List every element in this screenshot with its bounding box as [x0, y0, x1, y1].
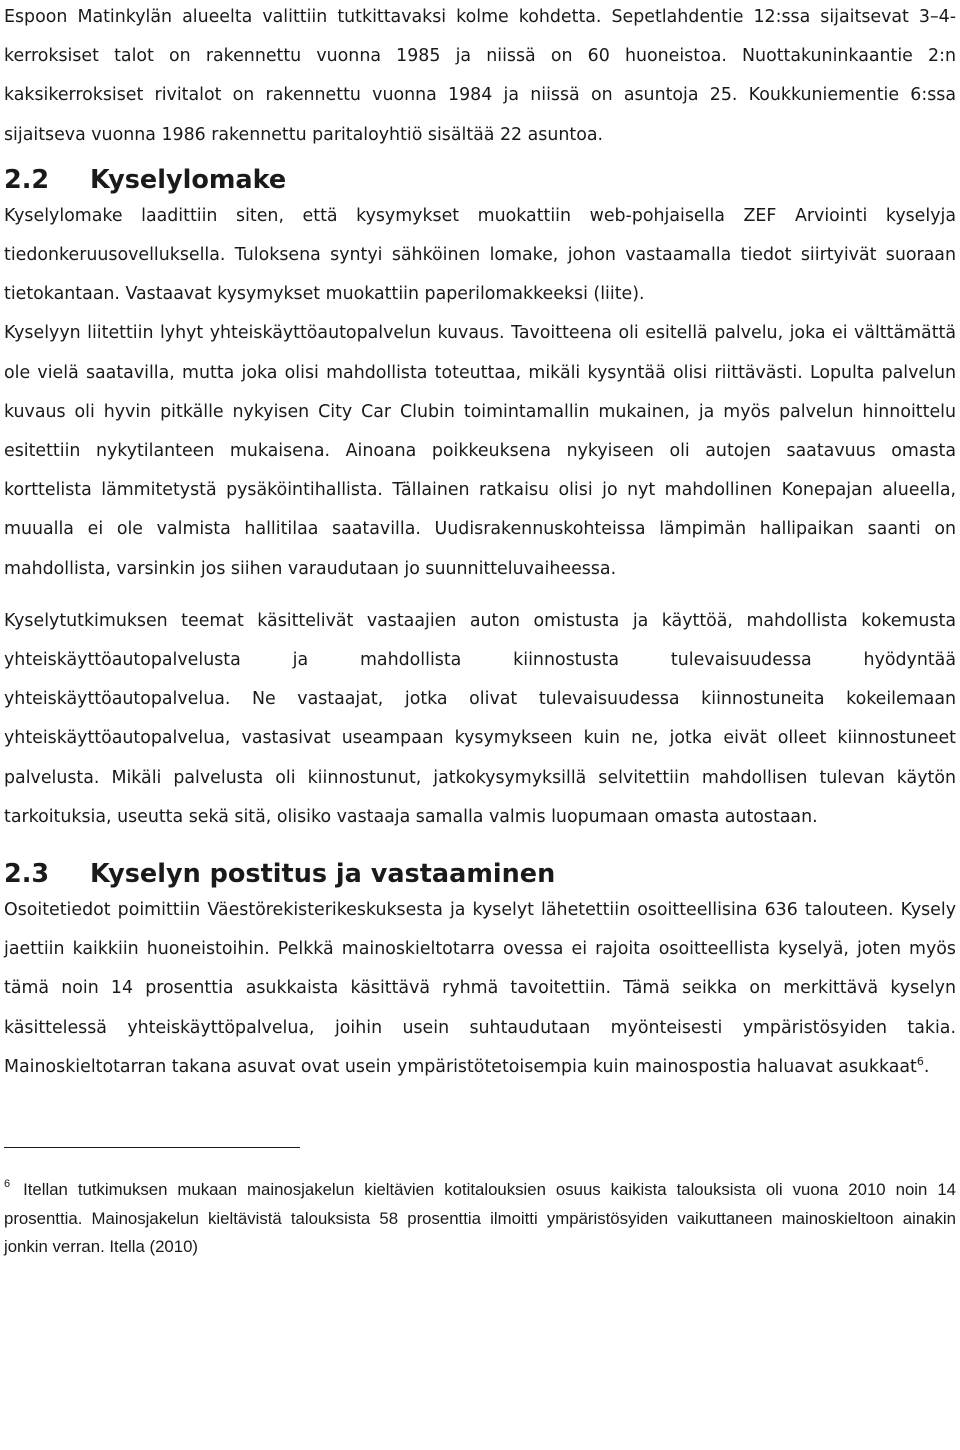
paragraph-service-description: Kyselyyn liitettiin lyhyt yhteiskäyttöautopalvelun kuvaus. Tavoitteena oli esitellä palvelu, joka ei välttämättä ole vielä saatavilla, mutta joka olisi mahdollista toteuttaa, mikäli kysyntää olisi riittävästi. Lopulta palvelun kuvaus oli hyvin pitkälle nykyisen City Car Clubin toimintamallin mukainen, ja myös palvelun hinnoittelu esitettiin nykytilanteen mukaisena. Ainoana poikkeuksena nykyiseen oli autojen saatavuus omasta korttelista lämmitetystä pysäköintihallista. Tällainen ratkaisu olisi jo nyt mahdollinen Konepajan alueella, muualla ei ole valmista hallitilaa saatavilla. Uudisrakennuskohteissa lämpimän hallipaikan saanti on mahdollista, varsinkin jos siihen varaudutaan jo suunnitteluvaiheessa.	[4, 323, 956, 579]
paragraph-survey-themes: Kyselytutkimuksen teemat käsittelivät vastaajien auton omistusta ja käyttöä, mahdollista kokemusta yhteiskäyttöautopalvelusta ja mahdollista kiinnostusta tulevaisuudessa hyödyntää yhteiskäyttöautopalvelua. Ne vastaajat, jotka olivat tulevaisuudessa kiinnostuneita kokeilemaan yhteiskäyttöautopalvelua, vastasivat useampaan kysymykseen kuin ne, jotka eivät olleet kiinnostuneet palvelusta. Mikäli palvelusta oli kiinnostunut, jatkokysymyksillä selvitettiin mahdollisen tulevan käytön tarkoituksia, useutta sekä sitä, olisiko vastaaja samalla valmis luopumaan omasta autostaan.	[4, 610, 956, 827]
footnote-text: Itellan tutkimuksen mukaan mainosjakelun kieltävien kotitalouksien osuus kaikista talouksista oli vuona 2010 noin 14 prosenttia. Mainosjakelun kieltävistä talouksista 58 prosenttia ilmoitti ympäristösyiden vaikuttaneen mainoskieltoon ainakin jonkin verran. Itella (2010)	[4, 1180, 956, 1257]
section-number: 2.2	[4, 164, 50, 195]
footnote-divider	[4, 1147, 300, 1148]
paragraph-mailing-text: Osoitetiedot poimittiin Väestörekisterikeskuksesta ja kyselyt lähetettiin osoitteellisina 636 talouteen. Kysely jaettiin kaikkiin huoneistoihin. Pelkkä mainoskieltotarra ovessa ei rajoita osoitteellista kyselyä, joten myös tämä noin 14 prosenttia asukkaista käsittävä ryhmä tavoitettiin. Tämä seikka on merkittävä kyselyn käsittelessä yhteiskäyttöpalvelua, joihin usein suhtaudutaan myönteisesti ympäristösyiden takia. Mainoskieltotarran takana asuvat ovat usein ympäristötetoisempia kuin mainospostia haluavat asukkaat	[4, 900, 956, 1077]
footnote-mark: 6	[4, 1178, 11, 1191]
footnote-reference[interactable]: 6	[916, 1055, 924, 1069]
paragraph-mailing	[4, 891, 956, 1087]
section-number: 2.3	[4, 859, 50, 890]
section-title: Kyselyn postitus ja vastaaminen	[90, 859, 556, 890]
section-title: Kyselylomake	[90, 164, 287, 195]
document-page	[4, 0, 956, 1262]
paragraph-end-punctuation: .	[923, 1056, 930, 1077]
footnote	[4, 1176, 956, 1262]
section-heading-2-2	[4, 163, 956, 197]
paragraph-questionnaire: Kyselylomake laadittiin siten, että kysymykset muokattiin web-pohjaisella ZEF Arviointi kyselyja tiedonkeruusovelluksella. Tuloksena syntyi sähköinen lomake, johon vastaamalla tiedot siirtyivät suoraan tietokantaan. Vastaavat kysymykset muokattiin paperilomakkeeksi (liite).	[4, 205, 956, 305]
paragraph-study-sites: Espoon Matinkylän alueelta valittiin tutkittavaksi kolme kohdetta. Sepetlahdentie 12:ssa sijaitsevat 3–4-kerroksiset talot on rakennettu vuonna 1985 ja niissä on 60 huoneistoa. Nuottakuninkaantie 2:n kaksikerroksiset rivitalot on rakennettu vuonna 1984 ja niissä on asuntoja 25. Koukkuniementie 6:ssa sijaitseva vuonna 1986 rakennettu paritaloyhtiö sisältää 22 asuntoa.	[4, 7, 956, 145]
section-heading-2-3	[4, 857, 956, 891]
